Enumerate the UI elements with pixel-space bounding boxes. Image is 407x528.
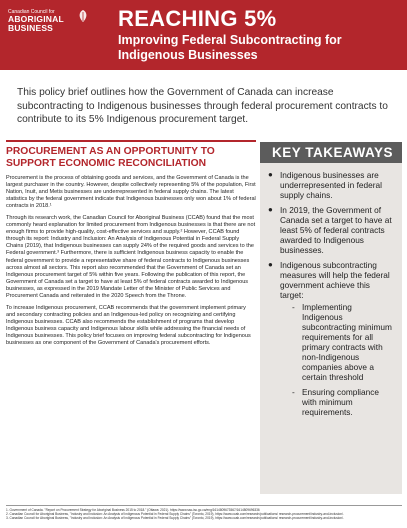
logo-line1: Canadian Council for	[8, 9, 55, 15]
section-paragraph-1: Procurement is the process of obtaining goods and services, and the Government of Canada is the largest purchaser in the country. However, despite collectively representing 5% of the population, First Nation, Inuit, and Metis businesses are underrepresented in federal supply chains. The latest statistics by the federal government indicate that Indigenous businesses only won about 1% of federal contracts in 2018.¹	[6, 175, 256, 210]
subitem-text: Ensuring compliance with minimum requirements.	[302, 387, 380, 417]
takeaway-text: Indigenous subcontracting measures will help the federal government achieve this target:	[280, 260, 390, 300]
footnotes	[6, 505, 402, 520]
list-item	[268, 170, 394, 200]
list-item	[292, 302, 394, 382]
section-title: PROCUREMENT AS AN OPPORTUNITY TO SUPPORT ECONOMIC RECONCILIATION	[6, 140, 256, 169]
ccab-logo	[8, 9, 106, 55]
bullet-icon: ●	[268, 205, 273, 214]
list-item	[268, 260, 394, 422]
section-paragraph-2: Through its research work, the Canadian Council for Aboriginal Business (CCAB) found that the most commonly heard explanation for limited procurement from Indigenous businesses is that there are not enough firms to provide high-quality, cost-effective services and supply.² However, CCAB found through its report: Industry and Inclusion: An Analysis of Indigenous Potential in Federal Supply Chains (2019), that Indigenous businesses can supply 24% of the required goods and services to the Federal government.³ Furthermore, there is sufficient Indigenous business capacity to enable the federal government to provide a representative share of federal contracts to Indigenous businesses across almost all sectors. This report also recommended that the Government of Canada set an Indigenous procurement target of 5% within five years. Following the publication of this report, the Government of Canada set a target to have at least 5% of federal contracts awarded to Indigenous businesses, as expressed in the 2019 Mandate Letter of the Minister of Public Services and Procurement Canada and reiterated in the 2020 Speech from the Throne.	[6, 215, 256, 299]
page-title: REACHING 5%	[118, 6, 277, 31]
footnote: 1. Government of Canada. "Report on Procurement Strategy for Aboriginal Business 2015 to 2018." (Ottawa: 2021). https://www.sac-isc.gc.ca/eng/1614809673567/1614809696336	[6, 508, 260, 512]
takeaway-sublist	[280, 302, 394, 417]
key-takeaways-panel	[260, 142, 402, 494]
list-item	[268, 205, 394, 255]
main-section	[6, 140, 256, 352]
section-paragraph-3: To increase Indigenous procurement, CCAB recommends that the government implement primary and secondary contracting policies and an Indigenous-led policy on recognizing and certifying Indigenous businesses. CCAB also recommends the establishment of programs that develop Indigenous business capacity and Indigenous labour skills while addressing the financial needs of Indigenous businesses. This policy brief focuses on improving federal subcontracting for Indigenous businesses as one component of the Government of Canada's procurement efforts.	[6, 304, 251, 347]
subitem-text: Implementing Indigenous subcontracting minimum requirements for all primary contracts with non-Indigenous companies above a certain threshold	[302, 302, 392, 382]
dash-icon: -	[292, 387, 295, 397]
footnote: 3. Canadian Council for Aboriginal Business, "Industry and Inclusion: An Analysis of Indigenous Potential in Federal Supply Chains" (Toronto, 2019), https://www.ccab.com/research/publications/ research-procurement/industry-and-inclusion/.	[6, 516, 344, 520]
page-subtitle: Improving Federal Subcontracting for Indigenous Businesses	[118, 33, 342, 62]
bullet-icon: ●	[268, 170, 273, 179]
logo-line2: ABORIGINAL	[8, 14, 64, 24]
takeaway-text: Indigenous businesses are underrepresented in federal supply chains.	[280, 170, 382, 200]
logo-line3: BUSINESS	[8, 23, 54, 33]
page-header	[0, 0, 407, 70]
intro-paragraph: This policy brief outlines how the Government of Canada can increase subcontracting to Indigenous businesses through federal procurement contracts to contribute to its 5% Indigenous procurement target.	[17, 87, 388, 125]
footnote: 2. Canadian Council for Aboriginal Business, "Industry and Inclusion: An Analysis of Indigenous Potential in Federal Supply Chains" (Toronto, 2019), https://www.ccab.com/research/publications/ research-procurement/industry-and-inclusion/.	[6, 512, 344, 516]
key-takeaways-list	[260, 163, 402, 422]
bullet-icon: ●	[268, 260, 273, 269]
leaf-icon	[76, 9, 90, 23]
key-takeaways-title: KEY TAKEAWAYS	[260, 142, 402, 163]
list-item	[292, 387, 394, 417]
dash-icon: -	[292, 302, 295, 312]
takeaway-text: In 2019, the Government of Canada set a target to have at least 5% of federal contracts awarded to Indigenous businesses.	[280, 205, 392, 255]
